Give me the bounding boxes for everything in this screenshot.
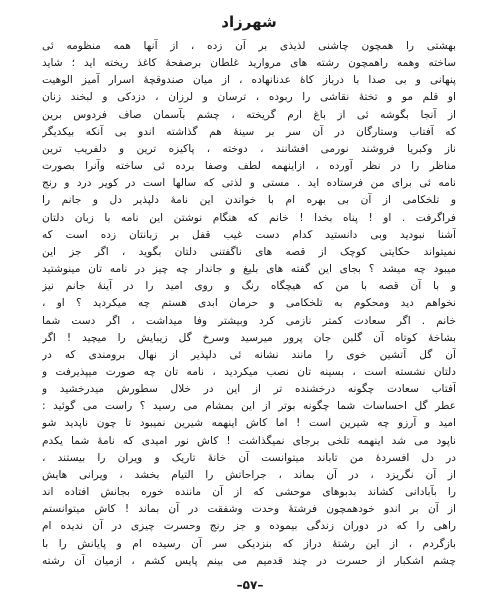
text-line: از آن بر اندو خودهمچون فرشتهٔ وحدت وشفقت در آن بماند ! کاش میتوانستم [42,503,456,516]
text-line: بازگردم ، از این رشتهٔ دراز که بنزدیکی سر آن رسیده ام و پایانش را با [42,537,456,550]
text-line: ناز وکبریا فروشند نورمی افشانند ، دوخته ، پاکیزه ترین و دلفریب ترین [42,142,456,155]
text-line: آشنا نبودید وبی دانستید کدام دست غیب قفل بر زبانتان زده است که [42,228,456,241]
text-line: فراگرفت . او ! پناه بخدا ! خانم که هنگام نوشتن این نامه با زبان دلتان [42,211,456,224]
text-line: نمیتواند حکایتی کوچک از قصه های ناگفتنی دلتان بگوید ، اگر جز این [42,245,456,258]
text-line: بشاخهٔ کوتاه آن گلبن جان پرور میرسید وسرخ گل زیبایش را میچید ! اگر [42,331,456,344]
body-text [42,38,456,570]
text-line: امید و آرزو چه شیرین است ! اما کاش اینهمه شیرین نمیبود تا چون ناپدید شو [42,417,456,430]
text-line: بهشتی را همچون چاشنی لذیذی بر آن زده ، از آنها همه منظومه ئی [42,40,456,52]
text-line: و با آن قصه با من که هیچگاه رنگ و روی امید را در آینهٔ جانم نیز [42,280,456,293]
text-line: مناظر را در نظر آورده ، ازاینهمه لطف وصفا برده ئی ساخته وآنرا بصورت [42,160,456,173]
text-line: راهی را که در دوران زندگی بیموده و جز رنج وحسرت چیزی در آن ندیده ام [42,520,456,533]
page-number: –۵۷– [236,578,264,592]
text-line: در دل افسردهٔ من تاباند میتوانست آن خانهٔ تاریک و ویران را بیستند ، [42,451,456,464]
text-line: او قلم مو و تختهٔ نقاشی را ربوده ، ترسان و لرزان ، دزدکی و لبخند زنان [42,91,456,104]
page-title: شهرزاد [221,13,277,31]
text-line: نخواهم دید ومحکوم به تلخکامی و حرمان ابدی هستم چه میکردید ؟ او ، [42,297,456,310]
text-line: دلتان نشسته است ، بسینه تان نصب میکردید ، نامه تان چه صورت میپذیرفت و [42,365,456,378]
text-line: پنهانی و بی صدا با درباز کاهٔ عدنانهاده ، از میان صندوقچهٔ اسرار آمیز الوهیت [42,74,456,87]
text-line: نامه ئی برای من فرستاده اید . مستی و لذتی که سالها است در کویر درد و رنج [42,177,456,190]
text-line: و تلخکامی از آن بی بهره ام با خواندن این نامهٔ دلپذیر دل و جانم را [42,194,456,207]
text-line: آن گل آتشین خوی را مانند نشانه ئی دلپذیر از نهال برومندی که در [42,348,456,361]
text-line: که آفتاب وستارگان در آن سر بر سینهٔ هم گذاشته اندو بی آنکه بیکدیگر [42,125,456,138]
text-line: آفتاب سعادت چگونه درخشنده تر از این در خلال سطورش میدرخشید و [42,383,456,396]
text-line: را بآبادانی کشاند بدبوهای موحشی که از آن ماننده خوره بجانش افتاده اند [42,486,456,499]
text-line: عطر گل احساسات شما چگونه بوتر از این بمشام می رسید ؟ راست می گوئید : [42,400,456,413]
text-line: از آن نگریزد ، در آن بماند ، جراحاتش را التیام بخشد ، ویرانی هایش [42,468,456,481]
text-line: خانم . اگر سعادت کمتر نازمی کرد وبیشتر وفا میداشت ، اگر دست شما [42,314,456,327]
text-line: چشم اشکبار از حسرت در چند قدمیم می بینم پایس کشم ، ازمیان آن رشته [42,554,456,567]
text-line: ساخته وهمه راهمچون رشته های مروارید غلطان برصفحهٔ کاغذ ریخته اید ؛ شاید [42,57,456,70]
text-line: از آنجا بگوشه ئی از باغ ارم گریخته ، چشم بآسمان صاف فردوس برین [42,108,456,121]
text-line: میبود چه میشد ؟ بجای این گفته های بلیغ و جاندار چه چیز در نامه تان مینوشتید [42,263,456,276]
text-line: ناپود می شد اینهمه تلخی برجای نمیگذاشت ! کاش نور امیدی که نامهٔ شما یکدم [42,434,456,447]
